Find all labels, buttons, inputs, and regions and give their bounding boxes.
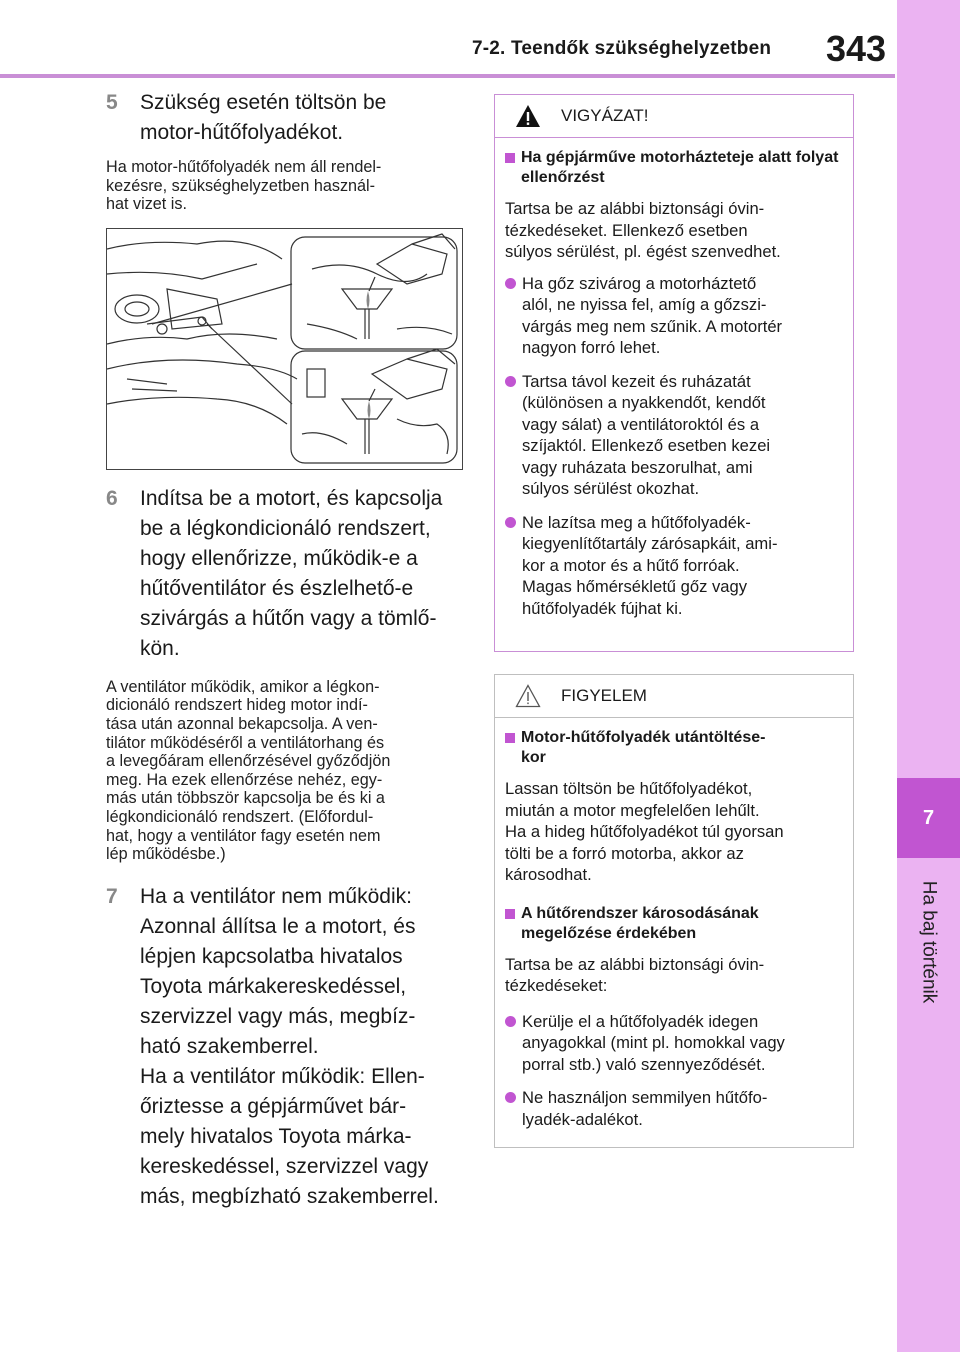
warning-box-body	[495, 138, 853, 645]
chapter-label-container	[900, 872, 956, 1012]
notice-box	[494, 674, 854, 1148]
step-text: Szükség esetén töltsön be motor-hűtőfolyadékot.	[140, 91, 387, 144]
notice-bullet: Ne használjon semmilyen hűtőfo- lyadék-adalékot.	[505, 1087, 845, 1130]
left-column	[106, 88, 464, 1212]
round-bullet-icon	[505, 517, 516, 528]
notice-box-body	[495, 718, 853, 1156]
warning-box-title: VIGYÁZAT!	[561, 106, 649, 125]
square-bullet-icon	[505, 909, 515, 919]
round-bullet-icon	[505, 1092, 516, 1103]
chapter-label: Ha baj történik	[918, 880, 940, 1004]
step-6	[106, 484, 464, 664]
chapter-number: 7	[897, 778, 960, 858]
notice-para-2: Tartsa be az alábbi biztonsági óvin- tézkedéseket:	[505, 954, 765, 995]
caution-triangle-icon	[495, 684, 561, 708]
notice-subhead-1: Motor-hűtőfolyadék utántöltése- kor	[505, 728, 845, 768]
round-bullet-icon	[505, 278, 516, 289]
warning-bullet: Ha gőz szivárog a motorháztető alól, ne nyissa fel, amíg a gőzszi- várgás meg nem szűnik. A motortér nagyon forró lehet.	[505, 273, 845, 359]
step-number: 6	[106, 486, 118, 510]
step-text: Indítsa be a motort, és kapcsolja be a légkondicionáló rendszert, hogy ellenőrizze, működik-e a hűtőventilátor és észlelhető-e szivárgás a hűtőn vagy a tömlő- kön.	[140, 486, 443, 660]
chapter-side-tab	[897, 0, 960, 1352]
page-number: 343	[826, 28, 887, 69]
warning-subhead: Ha gépjárműve motorházteteje alatt folyat ellenőrzést	[505, 148, 845, 188]
round-bullet-icon	[505, 1016, 516, 1027]
square-bullet-icon	[505, 153, 515, 163]
step-text: Ha a ventilátor nem működik: Azonnal állítsa le a motort, és lépjen kapcsolatba hivatalos Toyota márkakereskedéssel, szervizzel vagy más, megbíz- ható szakemberrel. Ha a ventilátor működik: Ellen- őriztesse a gépjárművet bár- mely hivatalos Toyota márka- kereskedéssel, szervizzel vagy más, megbízható szakemberrel.	[140, 884, 439, 1208]
notice-box-header	[495, 675, 853, 718]
notice-subhead-2: A hűtőrendszer károsodásának megelőzése érdekében	[505, 904, 845, 944]
warning-bullet: Tartsa távol kezeit és ruházatát (különösen a nyakkendőt, kendőt vagy sálat) a ventilátoroktól és a szíjaktól. Ellenkező esetben kezei vagy ruházata beszorulhat, ami súlyos sérülést okozhat.	[505, 371, 845, 500]
header-rule	[0, 74, 895, 78]
round-bullet-icon	[505, 376, 516, 387]
warning-bullet: Ne lazítsa meg a hűtőfolyadék- kiegyenlítőtartály zárósapkáit, ami- kor a motor és a hűtő forróak. Magas hőmérsékletű gőz vagy hűtőfolyadék fújhat ki.	[505, 512, 845, 620]
step-number: 5	[106, 91, 118, 114]
warning-intro: Tartsa be az alábbi biztonsági óvin- tézkedéseket. Ellenkező esetben súlyos sérülést, pl. égést szenvedhet.	[505, 199, 781, 261]
warning-box-header	[495, 95, 853, 138]
step-number: 7	[106, 884, 118, 908]
square-bullet-icon	[505, 733, 515, 743]
notice-bullet: Kerülje el a hűtőfolyadék idegen anyagokkal (mint pl. homokkal vagy porral stb.) való szennyeződését.	[505, 1011, 845, 1076]
warning-box	[494, 94, 854, 652]
step-7	[106, 882, 464, 1212]
step-6-note: A ventilátor működik, amikor a légkon- dicionáló rendszert hideg motor indí- tása után azonnal bekapcsolja. A ven- tilátor működéséről a ventilátorhang és a levegőáram ellenőrzésével győződjön meg. Ha ezek ellenőrzése nehéz, egy- más után többször kapcsolja be és ki a légkondicionáló rendszert. (Előfordul- hat, hogy a ventilátor fagy esetén nem lép működésbe.)	[106, 677, 391, 864]
engine-coolant-drawing	[107, 229, 462, 469]
warning-triangle-icon	[495, 104, 561, 128]
step-5	[106, 88, 464, 148]
notice-box-title: FIGYELEM	[561, 686, 647, 705]
coolant-refill-illustration	[106, 228, 463, 470]
section-title: 7-2. Teendők szükséghelyzetben	[472, 38, 772, 59]
step-5-note: Ha motor-hűtőfolyadék nem áll rendel- kezésre, szükséghelyzetben használ- hat vizet is.	[106, 158, 382, 214]
notice-para-1: Lassan töltsön be hűtőfolyadékot, miután a motor megfelelően lehűlt. Ha a hideg hűtőfolyadékot túl gyorsan tölti be a forró motorba, akkor az károsodhat.	[505, 779, 784, 884]
